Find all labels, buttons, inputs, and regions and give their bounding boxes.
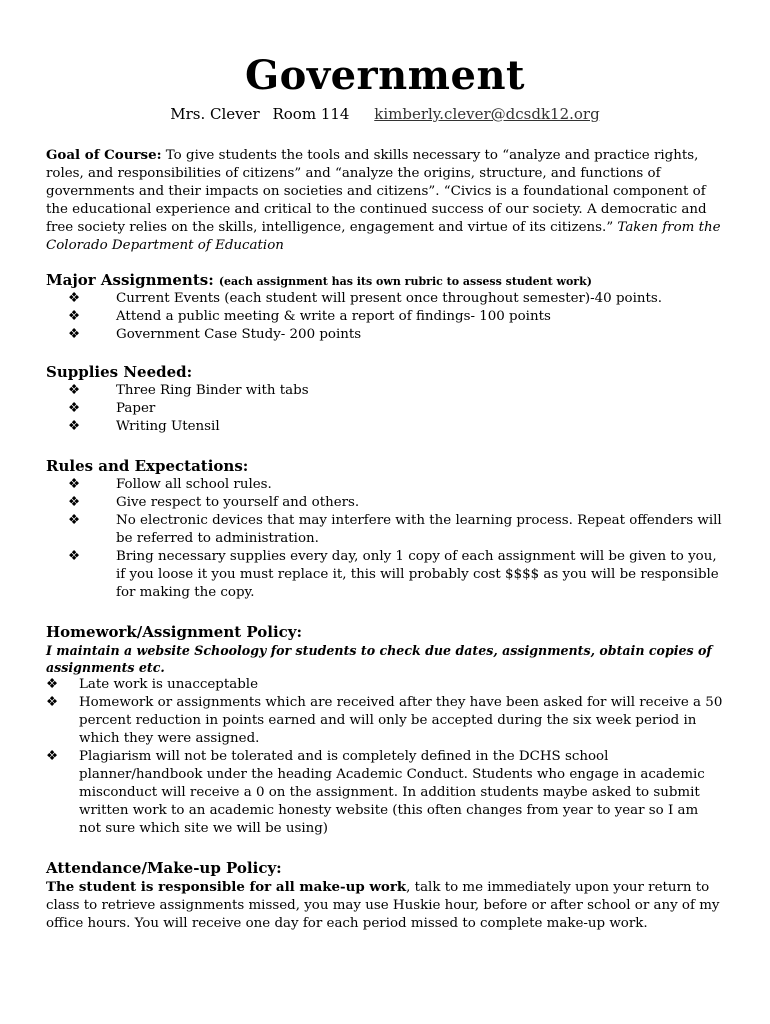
- list-item-text: Paper: [116, 401, 156, 416]
- teacher-name: Mrs. Clever: [170, 105, 260, 123]
- list-item: [46, 476, 724, 494]
- list-item: [46, 418, 724, 436]
- page-title: Government: [244, 52, 526, 99]
- attendance-section: [46, 858, 724, 933]
- room-number: Room 114: [272, 105, 350, 123]
- attendance-lead: The student is responsible for all make-up work: [46, 879, 407, 895]
- bullet-icon: ❖: [68, 401, 81, 416]
- list-item: [46, 290, 724, 308]
- bullet-icon: ❖: [68, 419, 81, 434]
- list-item-text: Homework or assignments which are received after they have been asked for will receive a 50 percent reduction in points earned and will only be accepted during the six week period in which they were assigned.: [79, 695, 723, 746]
- list-item: [46, 512, 724, 548]
- list-item-text: Give respect to yourself and others.: [116, 495, 360, 510]
- list-item: [46, 400, 724, 418]
- attendance-paragraph: [46, 878, 724, 933]
- list-item-text: Writing Utensil: [116, 419, 220, 434]
- bullet-icon: ❖: [68, 309, 81, 324]
- list-item: [46, 676, 724, 694]
- bullet-icon: ❖: [46, 695, 59, 710]
- homework-heading: Homework/Assignment Policy:: [46, 623, 303, 641]
- supplies-section: [46, 362, 724, 436]
- supplies-list: [46, 382, 724, 436]
- bullet-icon: ❖: [68, 291, 81, 306]
- supplies-heading: Supplies Needed:: [46, 363, 193, 381]
- rules-list: [46, 476, 724, 602]
- rules-heading: Rules and Expectations:: [46, 457, 249, 475]
- rules-section: [46, 456, 724, 602]
- attendance-text: , talk to me immediately upon your return to class to retrieve assignments missed, you may use Huskie hour, before or after school or any of my office hours. You will receive one day for each period missed to complete make-up work.: [46, 880, 720, 931]
- list-item-text: No electronic devices that may interfere with the learning process. Repeat offenders will be referred to administration.: [116, 513, 722, 546]
- list-item-text: Follow all school rules.: [116, 477, 272, 492]
- list-item-text: Plagiarism will not be tolerated and is completely defined in the DCHS school planner/handbook under the heading Academic Conduct. Students who engage in academic misconduct will receive a 0 on the assignment. In addition students maybe asked to submit written work to an academic honesty website (this often changes from year to year so I am not sure which site we will be using): [79, 749, 705, 836]
- assignments-heading: Major Assignments:: [46, 271, 214, 289]
- goal-label: Goal of Course:: [46, 147, 162, 163]
- bullet-icon: ❖: [68, 327, 81, 342]
- assignments-heading-line: [46, 270, 724, 290]
- list-item-text: Government Case Study- 200 points: [116, 327, 362, 342]
- bullet-icon: ❖: [68, 513, 81, 528]
- attendance-heading: Attendance/Make-up Policy:: [46, 859, 282, 877]
- bullet-icon: ❖: [46, 677, 59, 692]
- list-item: [46, 382, 724, 400]
- homework-section: [46, 622, 724, 838]
- bullet-icon: ❖: [68, 495, 81, 510]
- list-item-text: Bring necessary supplies every day, only 1 copy of each assignment will be given to you, if you loose it you must replace it, this will probably cost $$$$ as you will be responsible for making the copy.: [116, 549, 719, 600]
- contact-line: [46, 104, 724, 124]
- assignments-list: [46, 290, 724, 344]
- list-item: [46, 326, 724, 344]
- list-item-text: Late work is unacceptable: [79, 677, 259, 692]
- goal-text: To give students the tools and skills necessary to “analyze and practice rights, roles, and responsibilities of citizens” and “analyze the origins, structure, and functions of governments and their impacts on societies and citizens”. “Civics is a foundational component of the educational experience and critical to the continued success of our society. A democratic and free society relies on the skills, intelligence, engagement and virtue of its citizens.”: [46, 148, 707, 235]
- list-item: [46, 548, 724, 602]
- email-link[interactable]: kimberly.clever@dcsdk12.org: [374, 105, 600, 123]
- list-item: [46, 748, 724, 838]
- bullet-icon: ❖: [68, 383, 81, 398]
- goal-source: Taken from the Colorado Department of Education: [46, 220, 721, 253]
- list-item: [46, 308, 724, 326]
- list-item-text: Attend a public meeting & write a report of findings- 100 points: [116, 309, 551, 324]
- list-item-text: Current Events (each student will present once throughout semester)-40 points.: [116, 291, 662, 306]
- bullet-icon: ❖: [46, 749, 59, 764]
- list-item: [46, 494, 724, 512]
- goal-paragraph: [46, 146, 724, 255]
- assignments-note: (each assignment has its own rubric to assess student work): [218, 275, 592, 288]
- assignments-section: [46, 270, 724, 344]
- bullet-icon: ❖: [68, 477, 81, 492]
- homework-intro: I maintain a website Schoology for students to check due dates, assignments, obtain copies of assignments etc.: [46, 643, 712, 675]
- list-item-text: Three Ring Binder with tabs: [116, 383, 309, 398]
- bullet-icon: ❖: [68, 549, 81, 564]
- list-item: [46, 694, 724, 748]
- homework-list: [46, 676, 724, 838]
